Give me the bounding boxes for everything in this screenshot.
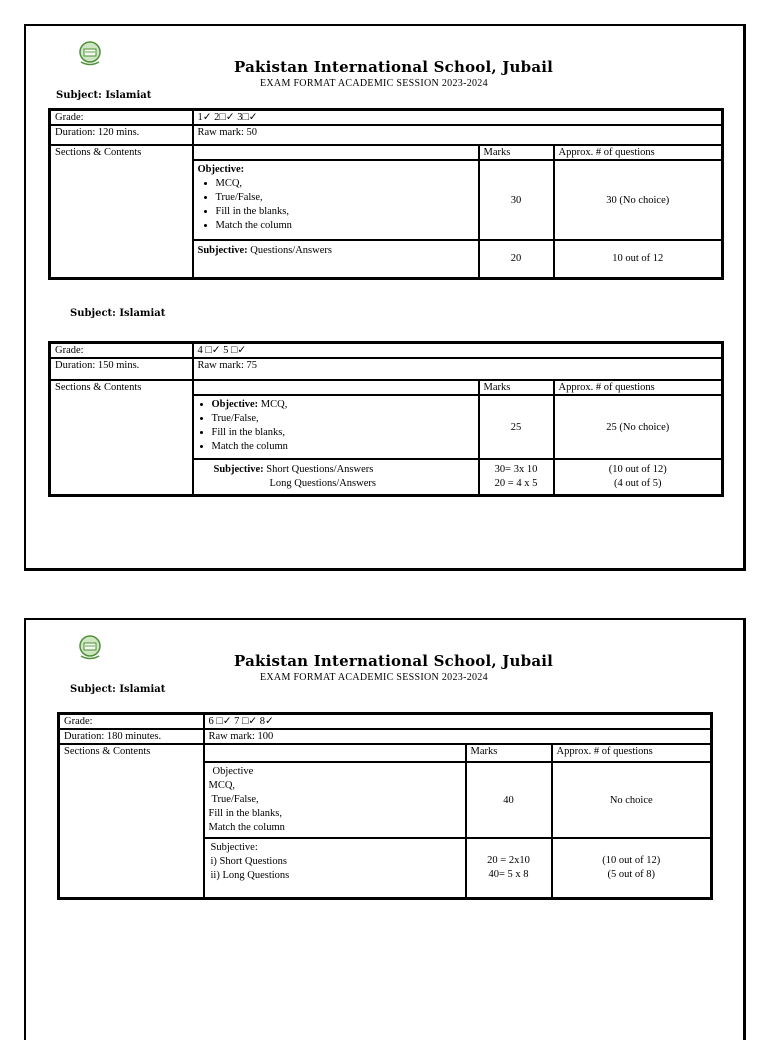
list-item: • Match the column	[216, 219, 474, 233]
subjective-cell	[193, 240, 479, 278]
subjective-text: Questions/Answers	[250, 245, 332, 256]
list-item: • True/False,	[212, 412, 474, 426]
subjective-title: Subjective:	[210, 842, 258, 853]
exam-format-table-grades-6-8	[57, 712, 713, 900]
grade-label: Grade:	[59, 714, 204, 730]
document-page-2	[24, 618, 746, 1040]
objective-title: Objective:	[197, 164, 245, 175]
list-item: ii) Long Questions	[210, 870, 290, 881]
table-row	[50, 380, 723, 395]
list-item: • True/False,	[216, 191, 474, 205]
list-item: • MCQ,	[216, 177, 474, 191]
grade-label: Grade:	[50, 343, 193, 359]
objective-list	[198, 177, 474, 233]
subjective-marks	[466, 838, 552, 898]
grade-values: 6 □✓ 7 □✓ 8✓	[204, 714, 712, 730]
grade-values: 1✓ 2□✓ 3□✓	[193, 110, 723, 126]
objective-title: Objective:	[211, 399, 259, 410]
table-row	[59, 714, 712, 730]
objective-questions: 25 (No choice)	[554, 395, 723, 459]
objective-cell	[193, 160, 479, 240]
header-empty-cell	[204, 744, 466, 762]
sections-label: Sections & Contents	[59, 744, 204, 898]
objective-questions: No choice	[552, 762, 712, 838]
objective-questions: 30 (No choice)	[554, 160, 723, 240]
grade-values: 4 □✓ 5 □✓	[193, 343, 723, 359]
table-row	[50, 125, 723, 145]
marks-header: Marks	[479, 145, 554, 160]
subjective-line-1: Short Questions/Answers	[266, 464, 374, 475]
subjective-questions: 10 out of 12	[554, 240, 723, 278]
subjective-marks-1: 20 = 2x10	[487, 854, 530, 866]
marks-header: Marks	[479, 380, 554, 395]
list-item: Match the column	[208, 822, 285, 833]
duration-label: Duration: 120 mins.	[50, 125, 193, 145]
raw-mark: Raw mark: 75	[193, 358, 723, 380]
subjective-questions-2: (5 out of 8)	[607, 868, 656, 880]
duration-label: Duration: 180 minutes.	[59, 729, 204, 744]
school-name: Pakistan International School, Jubail	[234, 652, 554, 670]
exam-format-table-grades-1-3	[48, 108, 724, 280]
list-item: Fill in the blanks,	[208, 808, 282, 819]
objective-cell	[193, 395, 479, 459]
grade-label: Grade:	[50, 110, 193, 126]
table-row	[59, 729, 712, 744]
objective-marks: 25	[479, 395, 554, 459]
subjective-cell	[204, 838, 466, 898]
list-item: • Fill in the blanks,	[216, 205, 474, 219]
session-title: EXAM FORMAT ACADEMIC SESSION 2023-2024	[260, 672, 488, 683]
header-empty-cell	[193, 145, 479, 160]
list-item: MCQ,	[208, 780, 236, 791]
subjective-marks-1: 30= 3x 10	[494, 463, 538, 475]
subjective-cell	[193, 459, 479, 495]
subject-label: Subject: Islamiat	[70, 684, 166, 695]
list-item	[212, 398, 474, 412]
list-item: True/False,	[211, 794, 259, 805]
subject-label: Subject: Islamiat	[70, 308, 166, 319]
subjective-questions-2: (4 out of 5)	[613, 477, 662, 489]
header-empty-cell	[193, 380, 479, 395]
objective-title: Objective	[212, 766, 254, 777]
approx-header: Approx. # of questions	[552, 744, 712, 762]
objective-cell	[204, 762, 466, 838]
exam-format-table-grades-4-5	[48, 341, 724, 497]
subjective-title: Subjective:	[213, 464, 264, 475]
sections-label: Sections & Contents	[50, 145, 193, 278]
subject-label: Subject: Islamiat	[56, 90, 152, 101]
marks-header: Marks	[466, 744, 552, 762]
list-item: • Match the column	[212, 440, 474, 454]
subjective-marks: 20	[479, 240, 554, 278]
school-logo-icon	[76, 634, 104, 662]
school-name: Pakistan International School, Jubail	[234, 58, 554, 76]
objective-marks: 40	[466, 762, 552, 838]
list-item: • Fill in the blanks,	[212, 426, 474, 440]
session-title: EXAM FORMAT ACADEMIC SESSION 2023-2024	[260, 78, 488, 89]
subjective-questions-1: (10 out of 12)	[602, 854, 661, 866]
subjective-marks	[479, 459, 554, 495]
subjective-questions-1: (10 out of 12)	[608, 463, 667, 475]
list-item: i) Short Questions	[210, 856, 287, 867]
table-row	[50, 110, 723, 126]
document-page-1	[24, 24, 746, 571]
subjective-questions	[552, 838, 712, 898]
raw-mark: Raw mark: 50	[193, 125, 723, 145]
table-row	[50, 343, 723, 359]
approx-header: Approx. # of questions	[554, 380, 723, 395]
table-row	[50, 358, 723, 380]
subjective-title: Subjective:	[197, 245, 248, 256]
objective-marks: 30	[479, 160, 554, 240]
table-row	[59, 744, 712, 762]
raw-mark: Raw mark: 100	[204, 729, 712, 744]
sections-label: Sections & Contents	[50, 380, 193, 495]
duration-label: Duration: 150 mins.	[50, 358, 193, 380]
approx-header: Approx. # of questions	[554, 145, 723, 160]
subjective-questions	[554, 459, 723, 495]
objective-list	[198, 398, 474, 454]
school-logo-icon	[76, 40, 104, 68]
table-row	[50, 145, 723, 160]
subjective-marks-2: 40= 5 x 8	[488, 868, 529, 880]
subjective-marks-2: 20 = 4 x 5	[494, 477, 538, 489]
objective-first-item: MCQ,	[260, 399, 288, 410]
subjective-line-2: Long Questions/Answers	[269, 478, 376, 489]
